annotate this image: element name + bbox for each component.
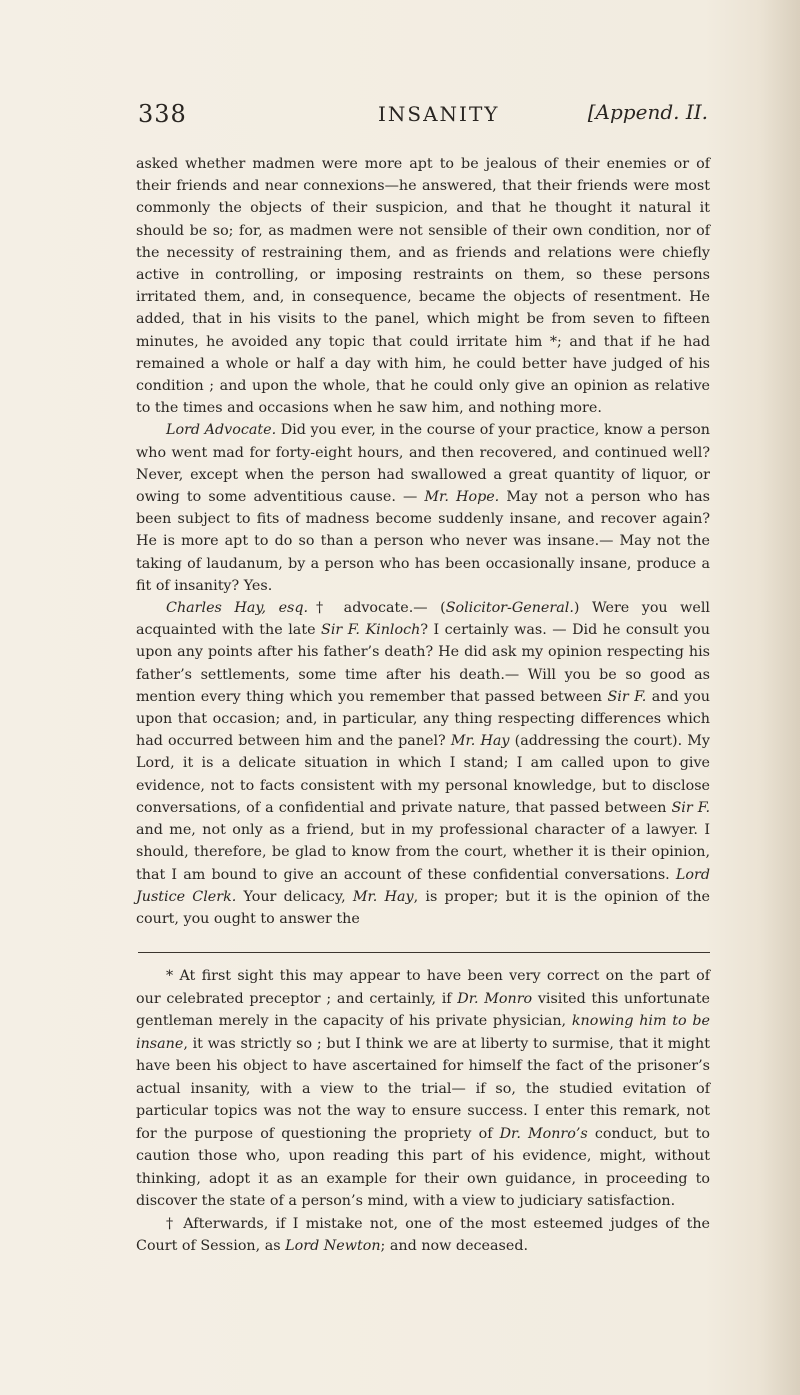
text-run: asked whether madmen were more apt to be jealous of their enemies or of their friends and near connexions—he answered, that their friends were most commonly the objects of their suspicion, and that he thought it natural it should be so; for, as madmen were not sensible of their own condition, nor of the necessity of restraining them, and as friends and relations were chiefly active in controlling, or imposing restraints on them, so these persons irritated them, and, in consequence, became the objects of resentment. He added, that in his visits to the panel, which might be from seven to fifteen minutes, he avoided any topic that could irritate him *; and that if he had remained a whole or half a day with him, he could better have judged of his condition ; and upon the whole, that he could only give an opinion as relative to the times and occasions when he saw him, and nothing more. bbox=[136, 156, 710, 417]
paragraph bbox=[136, 597, 710, 930]
text-run: † advocate.— ( bbox=[308, 600, 446, 617]
text-run: visited this unfortunate gentleman merely in the capacity of his private physician, bbox=[136, 990, 711, 1029]
italic-text: Lord Advocate. bbox=[166, 422, 277, 439]
text-run: ) Were you well acquainted with the late bbox=[136, 600, 710, 639]
footnote-divider bbox=[138, 952, 710, 953]
text-run: May not a person who has been subject to fits of madness become suddenly insane, and recover again? He is more apt to do so than a person who never was insane.— May not the taking of laudanum, by a person who has been occasionally insane, produce a fit of insanity? Yes. bbox=[136, 489, 711, 594]
italic-text: Lord Justice Clerk. bbox=[136, 866, 710, 905]
appendix-label: [Append. II. bbox=[587, 100, 708, 124]
footnotes bbox=[136, 965, 710, 1258]
footnote bbox=[136, 1213, 710, 1258]
running-header bbox=[138, 100, 708, 130]
footnote bbox=[136, 965, 710, 1213]
text-run: Did you ever, in the course of your practice, know a person who went mad for forty-eight hours, and then recovered, and continued well? Never, except when the person had swallowed a great quantity of liquor, or owing to some adventitious cause. — bbox=[136, 422, 710, 506]
text-run: and me, not only as a friend, but in my professional character of a lawyer. I should, therefore, be glad to know from the court, whether it is their opinion, that I am bound to give an account of these confidential conversations. bbox=[136, 822, 710, 883]
italic-text: Sir F. bbox=[671, 799, 710, 816]
text-run: (addressing the court). My Lord, it is a delicate situation in which I stand; I am called upon to give evidence, not to facts consistent with my personal knowledge, but to disclose conversations, of a confidential and private nature, that passed between bbox=[136, 733, 711, 816]
italic-text: Dr. Monro’s bbox=[499, 1125, 588, 1142]
paragraph bbox=[136, 419, 710, 597]
text-run: and you upon that occasion; and, in particular, any thing respecting differences which had occurred between him and the panel? bbox=[136, 688, 711, 750]
main-text bbox=[136, 153, 710, 930]
paragraph bbox=[136, 153, 710, 419]
italic-text: Charles Hay, esq. bbox=[166, 600, 309, 617]
text-run: ? I certainly was. — Did he consult you upon any points after his father’s death? He did ask my opinion respecting his father’s settlements, some time after his death.— Will you be so good as mention every thing which you remember that passed between bbox=[136, 622, 710, 705]
text-run: ; and now deceased. bbox=[380, 1238, 529, 1254]
text-run: * At first sight this may appear to have been very correct on the part of our celebrated preceptor ; and certainly, if bbox=[136, 968, 710, 1007]
text-run: conduct, but to caution those who, upon reading this part of his evidence, might, without thinking, adopt it as an example for their own guidance, in proceeding to discover the state of a person’s mind, with a view to judiciary satisfaction. bbox=[136, 1125, 710, 1209]
running-title: INSANITY bbox=[378, 102, 500, 126]
italic-text: Mr. Hope. bbox=[424, 489, 500, 506]
text-run: † Afterwards, if I mistake not, one of the most esteemed judges of the Court of Session, as bbox=[136, 1215, 710, 1254]
italic-text: knowing him to be insane bbox=[136, 1013, 710, 1052]
italic-text: Mr. Hay bbox=[352, 888, 414, 905]
page-number: 338 bbox=[138, 100, 187, 128]
italic-text: Sir F. Kinloch bbox=[321, 622, 421, 639]
text-run: Your delicacy, bbox=[236, 888, 353, 905]
text-run: , is proper; but it is the opinion of the court, you ought to answer the bbox=[136, 888, 711, 927]
italic-text: Mr. Hay bbox=[450, 733, 510, 750]
italic-text: Solicitor-General. bbox=[445, 600, 574, 617]
text-run: , it was strictly so ; but I think we are at liberty to surmise, that it might have been his object to have ascertained for himself the fact of the prisoner’s actual insanity, with a view to the trial— if so, the studied evitation of particular topics was not the way to ensure success. I enter this remark, not for the purpose of questioning the propriety of bbox=[136, 1035, 710, 1142]
italic-text: Dr. Monro bbox=[457, 990, 533, 1007]
italic-text: Sir F. bbox=[607, 688, 647, 705]
italic-text: Lord Newton bbox=[285, 1238, 381, 1254]
